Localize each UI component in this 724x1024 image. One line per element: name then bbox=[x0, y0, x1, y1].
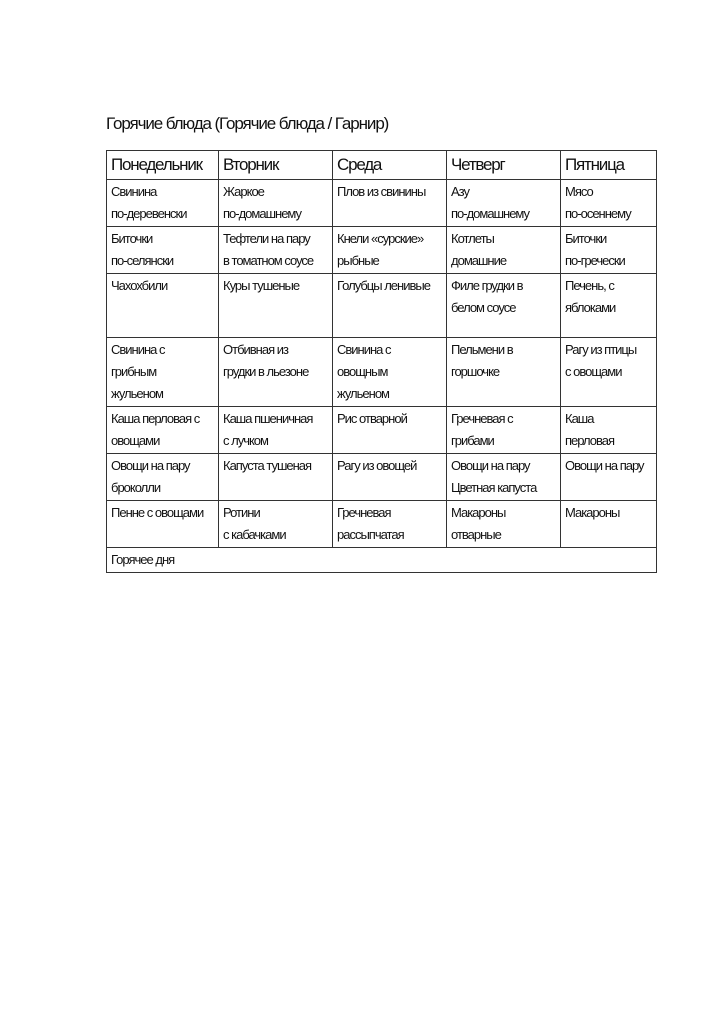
header-tuesday: Вторник bbox=[219, 151, 333, 180]
table-cell: Гречневая с грибами bbox=[447, 407, 561, 454]
header-row bbox=[107, 151, 657, 180]
table-cell: Печень, с яблоками bbox=[561, 274, 657, 338]
table-cell: Тефтели на пару в томатном соусе bbox=[219, 227, 333, 274]
table-cell: Биточки по-селянски bbox=[107, 227, 219, 274]
table-cell: Плов из свинины bbox=[333, 180, 447, 227]
table-cell: Чахохбили bbox=[107, 274, 219, 338]
footer-cell: Горячее дня bbox=[107, 548, 657, 573]
table-cell: Макароны отварные bbox=[447, 501, 561, 548]
table-cell: Каша пшеничная с лучком bbox=[219, 407, 333, 454]
table-cell: Рагу из птицы с овощами bbox=[561, 338, 657, 407]
table-cell: Отбивная из грудки в льезоне bbox=[219, 338, 333, 407]
table-cell: Биточки по-гречески bbox=[561, 227, 657, 274]
footer-row bbox=[107, 548, 657, 573]
table-row bbox=[107, 227, 657, 274]
page-title: Горячие блюда (Горячие блюда / Гарнир) bbox=[106, 114, 389, 133]
table-cell: Овощи на пару Цветная капуста bbox=[447, 454, 561, 501]
table-cell: Ротини с кабачками bbox=[219, 501, 333, 548]
table-cell: Азу по-домашнему bbox=[447, 180, 561, 227]
table-row bbox=[107, 180, 657, 227]
table-row bbox=[107, 501, 657, 548]
table-cell: Овощи на пару броколли bbox=[107, 454, 219, 501]
table-cell: Мясо по-осеннему bbox=[561, 180, 657, 227]
header-wednesday: Среда bbox=[333, 151, 447, 180]
table-cell: Филе грудки в белом соусе bbox=[447, 274, 561, 338]
table-cell: Рагу из овощей bbox=[333, 454, 447, 501]
table-cell: Капуста тушеная bbox=[219, 454, 333, 501]
table-cell: Куры тушеные bbox=[219, 274, 333, 338]
header-monday: Понедельник bbox=[107, 151, 219, 180]
table-cell: Свинина с грибным жульеном bbox=[107, 338, 219, 407]
header-thursday: Четверг bbox=[447, 151, 561, 180]
table-cell: Котлеты домашние bbox=[447, 227, 561, 274]
table-row bbox=[107, 338, 657, 407]
table-row bbox=[107, 274, 657, 338]
table-cell: Кнели «сурские» рыбные bbox=[333, 227, 447, 274]
table-cell: Овощи на пару bbox=[561, 454, 657, 501]
table-cell: Жаркое по-домашнему bbox=[219, 180, 333, 227]
table-cell: Каша перловая с овощами bbox=[107, 407, 219, 454]
table-cell: Пельмени в горшочке bbox=[447, 338, 561, 407]
table-cell: Пенне с овощами bbox=[107, 501, 219, 548]
header-friday: Пятница bbox=[561, 151, 657, 180]
table-row bbox=[107, 454, 657, 501]
table-cell: Каша перловая bbox=[561, 407, 657, 454]
table-cell: Свинина с овощным жульеном bbox=[333, 338, 447, 407]
table-cell: Гречневая рассыпчатая bbox=[333, 501, 447, 548]
table-row bbox=[107, 407, 657, 454]
table-cell: Голубцы ленивые bbox=[333, 274, 447, 338]
weekly-menu-table bbox=[106, 150, 657, 573]
table-cell: Рис отварной bbox=[333, 407, 447, 454]
table-cell: Макароны bbox=[561, 501, 657, 548]
table-cell: Свинина по-деревенски bbox=[107, 180, 219, 227]
